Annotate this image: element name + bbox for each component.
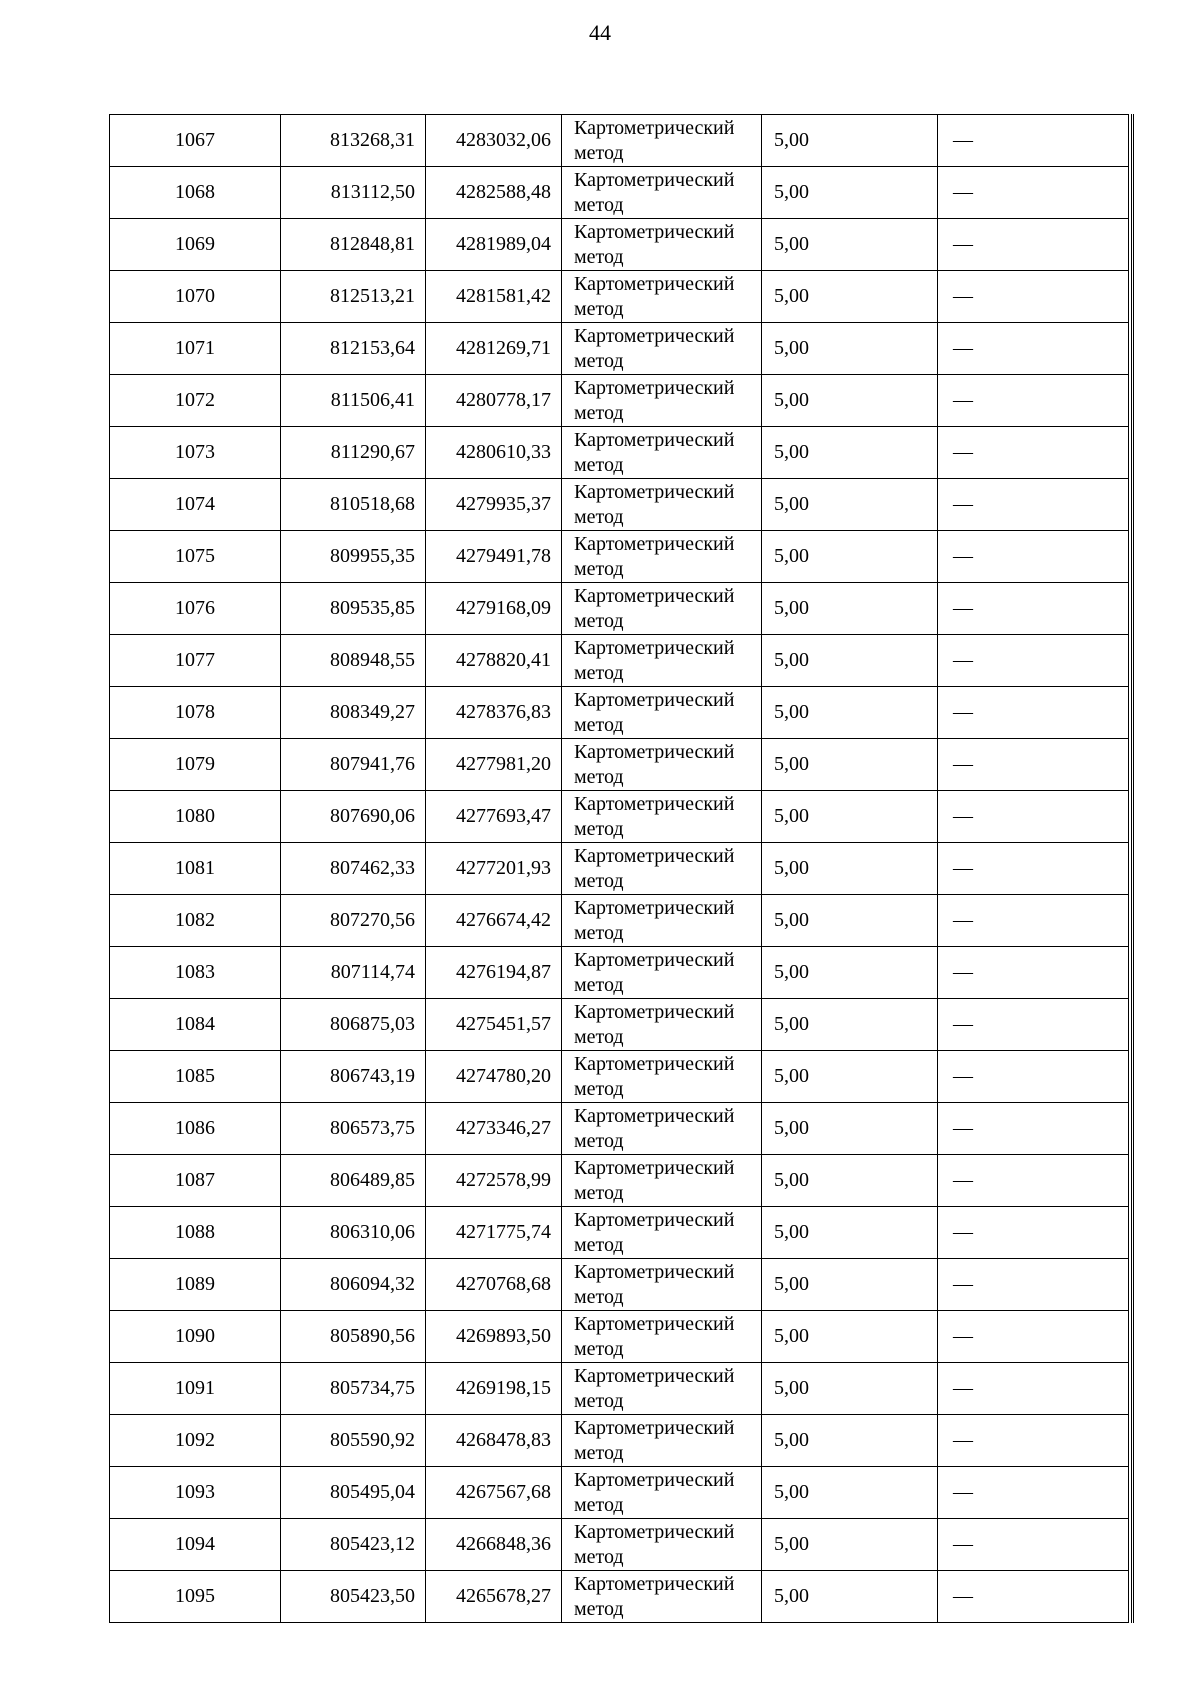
- description-cell: —: [938, 167, 1129, 219]
- point-number-cell: 1083: [110, 947, 281, 999]
- x-coordinate-cell: 806094,32: [281, 1259, 426, 1311]
- method-cell: [562, 1155, 762, 1207]
- y-coordinate-cell: 4272578,99: [426, 1155, 562, 1207]
- method-text-line2: метод: [574, 505, 624, 528]
- method-text-line2: метод: [574, 557, 624, 580]
- method-cell: [562, 219, 762, 271]
- method-cell: [562, 167, 762, 219]
- description-cell: —: [938, 1155, 1129, 1207]
- y-coordinate-cell: 4281989,04: [426, 219, 562, 271]
- method-text-line2: метод: [574, 1077, 624, 1100]
- method-text-line1: Картометрический: [574, 532, 735, 555]
- x-coordinate-cell: 812513,21: [281, 271, 426, 323]
- method-cell: [562, 791, 762, 843]
- x-coordinate-cell: 811290,67: [281, 427, 426, 479]
- point-number-cell: 1075: [110, 531, 281, 583]
- method-cell: [562, 1519, 762, 1571]
- description-cell: —: [938, 739, 1129, 791]
- method-text-line1: Картометрический: [574, 584, 735, 607]
- y-coordinate-cell: 4271775,74: [426, 1207, 562, 1259]
- method-text-line1: Картометрический: [574, 792, 735, 815]
- description-cell: —: [938, 1103, 1129, 1155]
- y-coordinate-cell: 4275451,57: [426, 999, 562, 1051]
- method-text-line2: метод: [574, 1233, 624, 1256]
- method-cell: [562, 323, 762, 375]
- point-number-cell: 1069: [110, 219, 281, 271]
- method-text-line1: Картометрический: [574, 272, 735, 295]
- point-number-cell: 1076: [110, 583, 281, 635]
- description-cell: —: [938, 115, 1129, 167]
- method-text-line1: Картометрический: [574, 1000, 735, 1023]
- method-text-line1: Картометрический: [574, 324, 735, 347]
- method-text-line2: метод: [574, 921, 624, 944]
- point-number-cell: 1073: [110, 427, 281, 479]
- accuracy-cell: 5,00: [762, 1571, 938, 1623]
- method-cell: [562, 1571, 762, 1623]
- method-text-line1: Картометрический: [574, 1416, 735, 1439]
- method-text-line2: метод: [574, 193, 624, 216]
- method-text-line1: Картометрический: [574, 1208, 735, 1231]
- x-coordinate-cell: 806743,19: [281, 1051, 426, 1103]
- x-coordinate-cell: 805495,04: [281, 1467, 426, 1519]
- accuracy-cell: 5,00: [762, 1519, 938, 1571]
- method-cell: [562, 115, 762, 167]
- method-text-line2: метод: [574, 973, 624, 996]
- method-text-line2: метод: [574, 1025, 624, 1048]
- description-cell: —: [938, 1311, 1129, 1363]
- method-text-line1: Картометрический: [574, 1312, 735, 1335]
- accuracy-cell: 5,00: [762, 791, 938, 843]
- description-cell: —: [938, 687, 1129, 739]
- method-cell: [562, 1467, 762, 1519]
- description-cell: —: [938, 1467, 1129, 1519]
- method-text-line1: Картометрический: [574, 1052, 735, 1075]
- y-coordinate-cell: 4279491,78: [426, 531, 562, 583]
- description-cell: —: [938, 635, 1129, 687]
- accuracy-cell: 5,00: [762, 167, 938, 219]
- method-text-line1: Картометрический: [574, 844, 735, 867]
- table-row: [110, 1103, 1129, 1155]
- point-number-cell: 1087: [110, 1155, 281, 1207]
- description-cell: —: [938, 895, 1129, 947]
- table-row: [110, 739, 1129, 791]
- y-coordinate-cell: 4269198,15: [426, 1363, 562, 1415]
- y-coordinate-cell: 4279168,09: [426, 583, 562, 635]
- x-coordinate-cell: 808349,27: [281, 687, 426, 739]
- table-row: [110, 1051, 1129, 1103]
- accuracy-cell: 5,00: [762, 1363, 938, 1415]
- method-text-line2: метод: [574, 661, 624, 684]
- method-text-line2: метод: [574, 1285, 624, 1308]
- method-text-line1: Картометрический: [574, 948, 735, 971]
- coordinates-table-container: [109, 114, 1134, 1623]
- table-row: [110, 1467, 1129, 1519]
- table-row: [110, 843, 1129, 895]
- x-coordinate-cell: 806573,75: [281, 1103, 426, 1155]
- table-row: [110, 1363, 1129, 1415]
- x-coordinate-cell: 808948,55: [281, 635, 426, 687]
- method-text-line1: Картометрический: [574, 428, 735, 451]
- description-cell: —: [938, 479, 1129, 531]
- accuracy-cell: 5,00: [762, 999, 938, 1051]
- method-text-line1: Картометрический: [574, 1156, 735, 1179]
- accuracy-cell: 5,00: [762, 1155, 938, 1207]
- x-coordinate-cell: 805423,12: [281, 1519, 426, 1571]
- y-coordinate-cell: 4276674,42: [426, 895, 562, 947]
- method-text-line1: Картометрический: [574, 740, 735, 763]
- point-number-cell: 1084: [110, 999, 281, 1051]
- method-cell: [562, 1259, 762, 1311]
- x-coordinate-cell: 805734,75: [281, 1363, 426, 1415]
- method-cell: [562, 1363, 762, 1415]
- method-text-line1: Картометрический: [574, 1260, 735, 1283]
- point-number-cell: 1082: [110, 895, 281, 947]
- description-cell: —: [938, 1415, 1129, 1467]
- table-row: [110, 1207, 1129, 1259]
- accuracy-cell: 5,00: [762, 1051, 938, 1103]
- method-text-line2: метод: [574, 713, 624, 736]
- table-row: [110, 219, 1129, 271]
- description-cell: —: [938, 843, 1129, 895]
- point-number-cell: 1088: [110, 1207, 281, 1259]
- y-coordinate-cell: 4277693,47: [426, 791, 562, 843]
- method-cell: [562, 427, 762, 479]
- y-coordinate-cell: 4273346,27: [426, 1103, 562, 1155]
- point-number-cell: 1077: [110, 635, 281, 687]
- description-cell: —: [938, 1571, 1129, 1623]
- y-coordinate-cell: 4266848,36: [426, 1519, 562, 1571]
- accuracy-cell: 5,00: [762, 1467, 938, 1519]
- description-cell: —: [938, 375, 1129, 427]
- x-coordinate-cell: 809535,85: [281, 583, 426, 635]
- table-row: [110, 1311, 1129, 1363]
- point-number-cell: 1071: [110, 323, 281, 375]
- accuracy-cell: 5,00: [762, 1207, 938, 1259]
- method-text-line2: метод: [574, 609, 624, 632]
- description-cell: —: [938, 531, 1129, 583]
- y-coordinate-cell: 4283032,06: [426, 115, 562, 167]
- method-text-line2: метод: [574, 245, 624, 268]
- y-coordinate-cell: 4280778,17: [426, 375, 562, 427]
- y-coordinate-cell: 4268478,83: [426, 1415, 562, 1467]
- table-row: [110, 115, 1129, 167]
- method-text-line1: Картометрический: [574, 1104, 735, 1127]
- method-text-line2: метод: [574, 401, 624, 424]
- description-cell: —: [938, 1207, 1129, 1259]
- accuracy-cell: 5,00: [762, 687, 938, 739]
- page-number: 44: [589, 20, 611, 45]
- description-cell: —: [938, 999, 1129, 1051]
- method-cell: [562, 895, 762, 947]
- accuracy-cell: 5,00: [762, 531, 938, 583]
- method-text-line1: Картометрический: [574, 636, 735, 659]
- accuracy-cell: 5,00: [762, 739, 938, 791]
- point-number-cell: 1091: [110, 1363, 281, 1415]
- x-coordinate-cell: 809955,35: [281, 531, 426, 583]
- y-coordinate-cell: 4276194,87: [426, 947, 562, 999]
- point-number-cell: 1067: [110, 115, 281, 167]
- point-number-cell: 1090: [110, 1311, 281, 1363]
- x-coordinate-cell: 812153,64: [281, 323, 426, 375]
- method-cell: [562, 843, 762, 895]
- y-coordinate-cell: 4277201,93: [426, 843, 562, 895]
- method-cell: [562, 583, 762, 635]
- accuracy-cell: 5,00: [762, 219, 938, 271]
- table-row: [110, 531, 1129, 583]
- method-text-line2: метод: [574, 1181, 624, 1204]
- y-coordinate-cell: 4278820,41: [426, 635, 562, 687]
- method-text-line1: Картометрический: [574, 688, 735, 711]
- method-text-line1: Картометрический: [574, 896, 735, 919]
- accuracy-cell: 5,00: [762, 1415, 938, 1467]
- method-text-line2: метод: [574, 817, 624, 840]
- method-text-line2: метод: [574, 297, 624, 320]
- accuracy-cell: 5,00: [762, 479, 938, 531]
- table-row: [110, 1415, 1129, 1467]
- x-coordinate-cell: 810518,68: [281, 479, 426, 531]
- table-row: [110, 1155, 1129, 1207]
- y-coordinate-cell: 4279935,37: [426, 479, 562, 531]
- x-coordinate-cell: 813112,50: [281, 167, 426, 219]
- x-coordinate-cell: 807941,76: [281, 739, 426, 791]
- table-row: [110, 895, 1129, 947]
- table-row: [110, 1571, 1129, 1623]
- accuracy-cell: 5,00: [762, 843, 938, 895]
- method-cell: [562, 1051, 762, 1103]
- accuracy-cell: 5,00: [762, 427, 938, 479]
- method-text-line2: метод: [574, 869, 624, 892]
- method-cell: [562, 271, 762, 323]
- accuracy-cell: 5,00: [762, 947, 938, 999]
- table-row: [110, 1519, 1129, 1571]
- y-coordinate-cell: 4277981,20: [426, 739, 562, 791]
- table-row: [110, 635, 1129, 687]
- y-coordinate-cell: 4270768,68: [426, 1259, 562, 1311]
- y-coordinate-cell: 4274780,20: [426, 1051, 562, 1103]
- table-row: [110, 583, 1129, 635]
- accuracy-cell: 5,00: [762, 375, 938, 427]
- point-number-cell: 1094: [110, 1519, 281, 1571]
- x-coordinate-cell: 807114,74: [281, 947, 426, 999]
- method-text-line2: метод: [574, 141, 624, 164]
- description-cell: —: [938, 427, 1129, 479]
- method-cell: [562, 999, 762, 1051]
- accuracy-cell: 5,00: [762, 1259, 938, 1311]
- description-cell: —: [938, 1363, 1129, 1415]
- x-coordinate-cell: 806489,85: [281, 1155, 426, 1207]
- accuracy-cell: 5,00: [762, 583, 938, 635]
- method-text-line1: Картометрический: [574, 480, 735, 503]
- point-number-cell: 1080: [110, 791, 281, 843]
- table-row: [110, 947, 1129, 999]
- point-number-cell: 1068: [110, 167, 281, 219]
- point-number-cell: 1078: [110, 687, 281, 739]
- method-text-line1: Картометрический: [574, 116, 735, 139]
- accuracy-cell: 5,00: [762, 323, 938, 375]
- method-text-line2: метод: [574, 349, 624, 372]
- point-number-cell: 1085: [110, 1051, 281, 1103]
- method-text-line2: метод: [574, 1337, 624, 1360]
- method-cell: [562, 1415, 762, 1467]
- description-cell: —: [938, 1051, 1129, 1103]
- description-cell: —: [938, 1519, 1129, 1571]
- point-number-cell: 1079: [110, 739, 281, 791]
- x-coordinate-cell: 806875,03: [281, 999, 426, 1051]
- y-coordinate-cell: 4282588,48: [426, 167, 562, 219]
- description-cell: —: [938, 947, 1129, 999]
- method-text-line2: метод: [574, 1389, 624, 1412]
- method-text-line2: метод: [574, 1545, 624, 1568]
- method-cell: [562, 1207, 762, 1259]
- y-coordinate-cell: 4281269,71: [426, 323, 562, 375]
- accuracy-cell: 5,00: [762, 115, 938, 167]
- accuracy-cell: 5,00: [762, 1103, 938, 1155]
- table-row: [110, 375, 1129, 427]
- method-text-line2: метод: [574, 1493, 624, 1516]
- method-cell: [562, 687, 762, 739]
- y-coordinate-cell: 4265678,27: [426, 1571, 562, 1623]
- method-text-line2: метод: [574, 453, 624, 476]
- y-coordinate-cell: 4281581,42: [426, 271, 562, 323]
- point-number-cell: 1081: [110, 843, 281, 895]
- method-text-line2: метод: [574, 1597, 624, 1620]
- table-row: [110, 1259, 1129, 1311]
- accuracy-cell: 5,00: [762, 635, 938, 687]
- x-coordinate-cell: 805590,92: [281, 1415, 426, 1467]
- accuracy-cell: 5,00: [762, 1311, 938, 1363]
- x-coordinate-cell: 805890,56: [281, 1311, 426, 1363]
- method-text-line1: Картометрический: [574, 1468, 735, 1491]
- table-row: [110, 167, 1129, 219]
- method-text-line2: метод: [574, 765, 624, 788]
- method-cell: [562, 739, 762, 791]
- method-cell: [562, 1311, 762, 1363]
- table-row: [110, 791, 1129, 843]
- point-number-cell: 1095: [110, 1571, 281, 1623]
- method-cell: [562, 479, 762, 531]
- method-text-line2: метод: [574, 1129, 624, 1152]
- table-row: [110, 323, 1129, 375]
- x-coordinate-cell: 807462,33: [281, 843, 426, 895]
- coordinates-table: [109, 114, 1129, 1623]
- method-cell: [562, 1103, 762, 1155]
- description-cell: —: [938, 219, 1129, 271]
- method-text-line1: Картометрический: [574, 220, 735, 243]
- method-cell: [562, 947, 762, 999]
- description-cell: —: [938, 791, 1129, 843]
- y-coordinate-cell: 4280610,33: [426, 427, 562, 479]
- point-number-cell: 1074: [110, 479, 281, 531]
- x-coordinate-cell: 807270,56: [281, 895, 426, 947]
- table-row: [110, 687, 1129, 739]
- description-cell: —: [938, 583, 1129, 635]
- point-number-cell: 1089: [110, 1259, 281, 1311]
- y-coordinate-cell: 4269893,50: [426, 1311, 562, 1363]
- point-number-cell: 1086: [110, 1103, 281, 1155]
- x-coordinate-cell: 807690,06: [281, 791, 426, 843]
- method-text-line1: Картометрический: [574, 168, 735, 191]
- point-number-cell: 1093: [110, 1467, 281, 1519]
- point-number-cell: 1092: [110, 1415, 281, 1467]
- method-text-line1: Картометрический: [574, 1364, 735, 1387]
- x-coordinate-cell: 805423,50: [281, 1571, 426, 1623]
- description-cell: —: [938, 1259, 1129, 1311]
- method-text-line1: Картометрический: [574, 1520, 735, 1543]
- y-coordinate-cell: 4278376,83: [426, 687, 562, 739]
- method-text-line1: Картометрический: [574, 376, 735, 399]
- accuracy-cell: 5,00: [762, 271, 938, 323]
- accuracy-cell: 5,00: [762, 895, 938, 947]
- description-cell: —: [938, 271, 1129, 323]
- method-cell: [562, 375, 762, 427]
- y-coordinate-cell: 4267567,68: [426, 1467, 562, 1519]
- x-coordinate-cell: 811506,41: [281, 375, 426, 427]
- point-number-cell: 1072: [110, 375, 281, 427]
- table-row: [110, 999, 1129, 1051]
- x-coordinate-cell: 813268,31: [281, 115, 426, 167]
- method-text-line2: метод: [574, 1441, 624, 1464]
- description-cell: —: [938, 323, 1129, 375]
- table-body: [110, 115, 1129, 1623]
- table-row: [110, 271, 1129, 323]
- table-row: [110, 427, 1129, 479]
- method-cell: [562, 635, 762, 687]
- method-cell: [562, 531, 762, 583]
- method-text-line1: Картометрический: [574, 1572, 735, 1595]
- table-row: [110, 479, 1129, 531]
- point-number-cell: 1070: [110, 271, 281, 323]
- x-coordinate-cell: 812848,81: [281, 219, 426, 271]
- x-coordinate-cell: 806310,06: [281, 1207, 426, 1259]
